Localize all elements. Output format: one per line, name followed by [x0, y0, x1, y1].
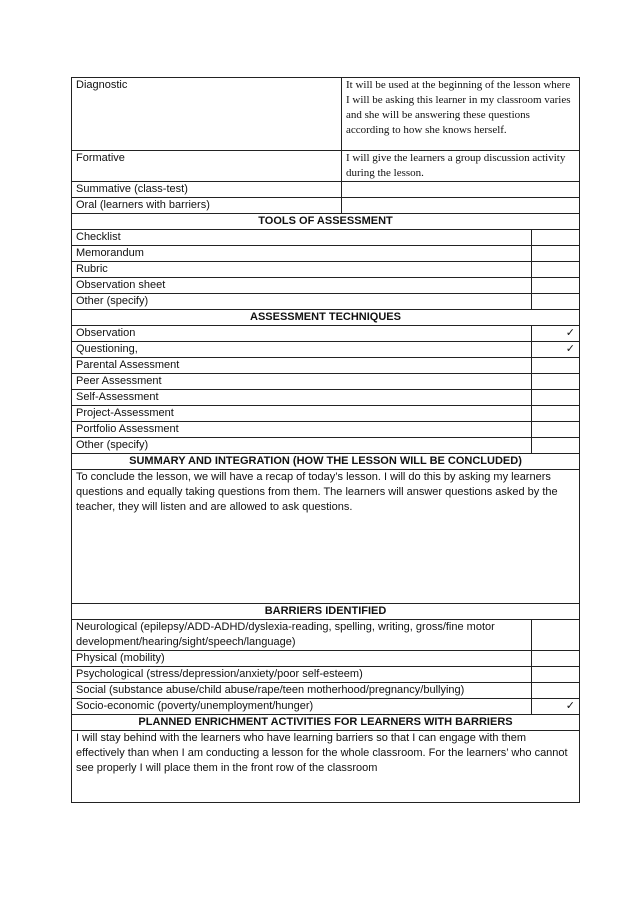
checkmark-icon: ✓	[532, 326, 580, 342]
table-row	[72, 438, 580, 454]
enrichment-header-row	[72, 715, 580, 731]
technique-item-label: Other (specify)	[72, 438, 532, 454]
technique-item-label: Questioning,	[72, 342, 532, 358]
table-row	[72, 667, 580, 683]
techniques-header-row	[72, 310, 580, 326]
formative-label: Formative	[72, 151, 342, 182]
checkmark-icon: ✓	[532, 342, 580, 358]
row-summative	[72, 182, 580, 198]
tools-header: TOOLS OF ASSESSMENT	[72, 214, 580, 230]
checkmark-icon	[532, 620, 580, 651]
table-row	[72, 374, 580, 390]
table-row	[72, 406, 580, 422]
table-row	[72, 230, 580, 246]
row-oral	[72, 198, 580, 214]
row-formative	[72, 151, 580, 182]
table-row	[72, 620, 580, 651]
technique-item-label: Peer Assessment	[72, 374, 532, 390]
checkmark-icon	[532, 422, 580, 438]
tools-item-label: Rubric	[72, 262, 532, 278]
barrier-item-label: Psychological (stress/depression/anxiety/poor self-esteem)	[72, 667, 532, 683]
tools-header-row	[72, 214, 580, 230]
summary-text-row	[72, 470, 580, 604]
tools-item-label: Other (specify)	[72, 294, 532, 310]
barrier-item-label: Physical (mobility)	[72, 651, 532, 667]
checkmark-icon	[532, 438, 580, 454]
checkmark-icon	[532, 406, 580, 422]
checkmark-icon	[532, 262, 580, 278]
tools-item-label: Observation sheet	[72, 278, 532, 294]
row-diagnostic	[72, 78, 580, 151]
assessment-table	[71, 77, 580, 803]
techniques-header: ASSESSMENT TECHNIQUES	[72, 310, 580, 326]
enrichment-text-row	[72, 731, 580, 803]
checkmark-icon: ✓	[532, 699, 580, 715]
table-row	[72, 246, 580, 262]
table-row	[72, 342, 580, 358]
table-row	[72, 422, 580, 438]
table-row	[72, 683, 580, 699]
summary-header-row	[72, 454, 580, 470]
tools-item-label: Memorandum	[72, 246, 532, 262]
table-row	[72, 358, 580, 374]
checkmark-icon	[532, 246, 580, 262]
barrier-item-label: Social (substance abuse/child abuse/rape/teen motherhood/pregnancy/bullying)	[72, 683, 532, 699]
formative-description: I will give the learners a group discussion activity during the lesson.	[342, 151, 580, 182]
barrier-item-label: Neurological (epilepsy/ADD-ADHD/dyslexia-reading, spelling, writing, gross/fine motor development/hearing/sight/speech/language)	[72, 620, 532, 651]
enrichment-header: PLANNED ENRICHMENT ACTIVITIES FOR LEARNERS WITH BARRIERS	[72, 715, 580, 731]
table-row	[72, 262, 580, 278]
technique-item-label: Project-Assessment	[72, 406, 532, 422]
checkmark-icon	[532, 358, 580, 374]
checkmark-icon	[532, 683, 580, 699]
summary-header: SUMMARY AND INTEGRATION (HOW THE LESSON WILL BE CONCLUDED)	[72, 454, 580, 470]
enrichment-text: I will stay behind with the learners who have learning barriers so that I can engage with them effectively than when I am conducting a lesson for the whole classroom. For the learners’ who cannot see properly I will place them in the front row of the classroom	[72, 731, 580, 803]
diagnostic-label: Diagnostic	[72, 78, 342, 151]
oral-label: Oral (learners with barriers)	[72, 198, 342, 214]
summative-label: Summative (class-test)	[72, 182, 342, 198]
summary-text: To conclude the lesson, we will have a recap of today’s lesson. I will do this by asking my learners questions and equally taking questions from them. The learners will answer questions asked by the teacher, they will listen and are allowed to ask questions.	[72, 470, 580, 604]
table-row	[72, 699, 580, 715]
checkmark-icon	[532, 651, 580, 667]
summative-value	[342, 182, 580, 198]
checkmark-icon	[532, 278, 580, 294]
technique-item-label: Portfolio Assessment	[72, 422, 532, 438]
technique-item-label: Observation	[72, 326, 532, 342]
tools-item-label: Checklist	[72, 230, 532, 246]
technique-item-label: Self-Assessment	[72, 390, 532, 406]
technique-item-label: Parental Assessment	[72, 358, 532, 374]
table-row	[72, 294, 580, 310]
checkmark-icon	[532, 667, 580, 683]
table-row	[72, 390, 580, 406]
table-row	[72, 278, 580, 294]
table-row	[72, 651, 580, 667]
barriers-header: BARRIERS IDENTIFIED	[72, 604, 580, 620]
barrier-item-label: Socio-economic (poverty/unemployment/hunger)	[72, 699, 532, 715]
checkmark-icon	[532, 374, 580, 390]
oral-value	[342, 198, 580, 214]
checkmark-icon	[532, 294, 580, 310]
checkmark-icon	[532, 390, 580, 406]
diagnostic-description: It will be used at the beginning of the lesson where I will be asking this learner in my classroom varies and she will be answering these questions according to how she knows herself.	[342, 78, 580, 151]
checkmark-icon	[532, 230, 580, 246]
table-row	[72, 326, 580, 342]
barriers-header-row	[72, 604, 580, 620]
